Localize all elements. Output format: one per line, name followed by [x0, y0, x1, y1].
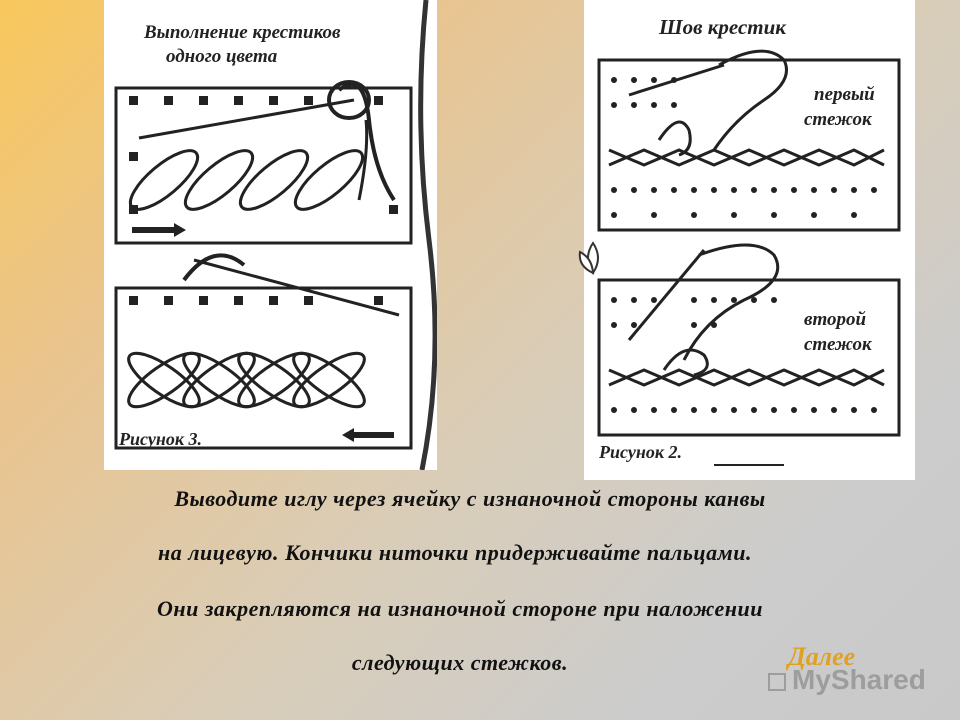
first-stitch-line1: первый [814, 84, 875, 105]
caption-line-3: Они закрепляются на изнаночной стороне при наложении [157, 596, 763, 621]
figure-3-title-line2: одного цвета [166, 46, 278, 67]
second-stitch-line2: стежок [804, 334, 872, 355]
second-stitch-line1: второй [804, 309, 867, 330]
caption-line-4: следующих стежков. [351, 650, 569, 675]
watermark-text: MyShared [792, 664, 926, 695]
needle-bottom [184, 255, 399, 315]
figure-3-label: Рисунок 3. [119, 429, 202, 449]
ornament-border [421, 0, 435, 470]
needle-bottom-right [629, 245, 778, 375]
stitches-bottom [122, 344, 372, 415]
figure-2-title: Шов крестик [659, 15, 786, 39]
figure-3-drawing [104, 0, 437, 470]
first-stitch-line2: стежок [804, 109, 872, 130]
figure-2-illustration [584, 0, 915, 480]
flower-ornament [578, 238, 608, 278]
figure-2-label: Рисунок 2. [599, 442, 682, 462]
figure-2-drawing [584, 0, 915, 480]
next-link[interactable]: Далее [788, 642, 856, 671]
watermark-icon [768, 673, 786, 691]
caption-line-2: на лицевую. Кончики ниточки придерживайте пальцами. [158, 540, 752, 565]
needle-top [139, 82, 394, 200]
figure-3-title-line1: Выполнение крестиков [144, 22, 341, 43]
figure-3-illustration [104, 0, 437, 470]
caption-line-1: Выводите иглу через ячейку с изнаночной стороны канвы [174, 486, 766, 511]
